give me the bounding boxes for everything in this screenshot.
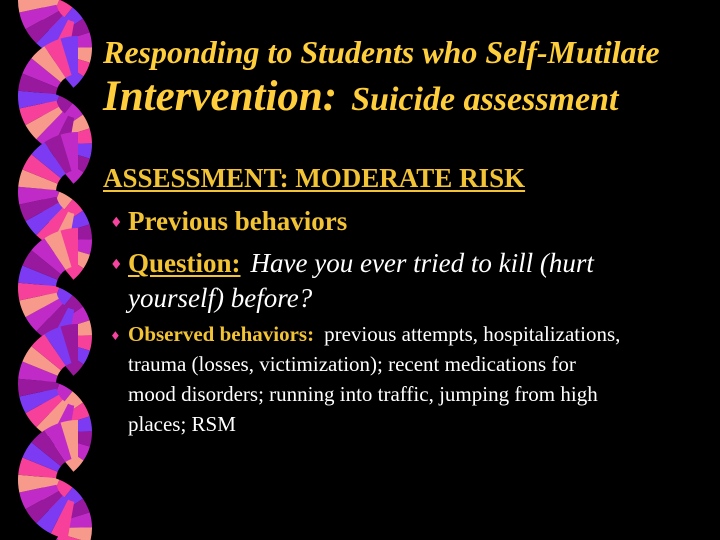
- bullet-text: [128, 246, 703, 316]
- slide-title-line2: [103, 71, 713, 132]
- bullet-item-question: [103, 246, 703, 316]
- bullet-item-previous-behaviors: [103, 204, 703, 239]
- ribbon-decoration-icon: [0, 0, 110, 540]
- bullet-diamond-icon: ♦: [110, 215, 123, 231]
- bullet-body-line: previous attempts, hospitalizations,: [324, 322, 621, 346]
- title-emphasis-text: Intervention:: [103, 73, 338, 120]
- bullet-body-line: yourself) before?: [128, 283, 313, 313]
- bullet-lead-text: Observed behaviors:: [128, 322, 315, 346]
- bullet-body-line: Have you ever tried to kill (hurt: [250, 248, 594, 278]
- bullet-body-line: places; RSM: [128, 412, 236, 436]
- bullet-body-line: mood disorders; running into traffic, jumping from high: [128, 382, 598, 406]
- bullet-body-line: trauma (losses, victimization); recent medications for: [128, 352, 576, 376]
- bullet-text: [128, 204, 703, 239]
- bullet-diamond-icon: ♦: [110, 329, 121, 343]
- bullet-item-observed-behaviors: [103, 319, 703, 439]
- bullet-lead-text: Previous behaviors: [128, 206, 348, 236]
- bullet-lead-text: Question:: [128, 248, 241, 278]
- assessment-heading: ASSESSMENT: MODERATE RISK: [103, 163, 526, 193]
- bullet-diamond-icon: ♦: [110, 257, 123, 273]
- bullet-text: [128, 319, 703, 439]
- slide-title-line1: Responding to Students who Self-Mutilate: [103, 34, 660, 70]
- title-rest-text: Suicide assessment: [351, 81, 619, 118]
